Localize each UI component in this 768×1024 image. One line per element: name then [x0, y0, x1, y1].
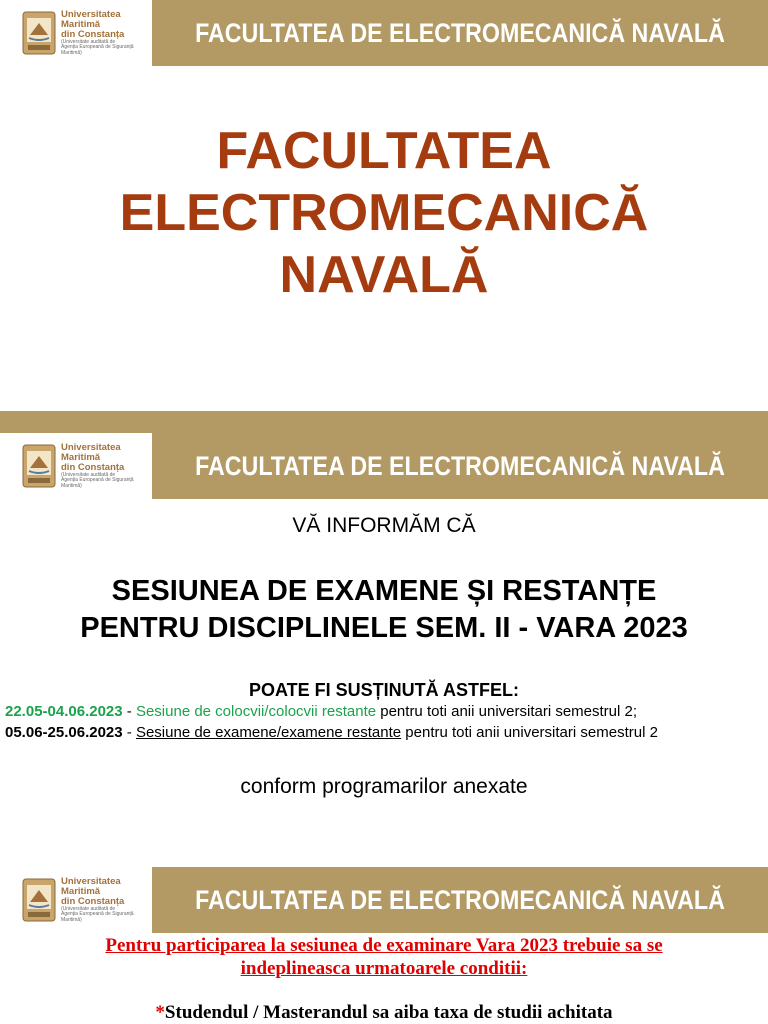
- schedule-note: conform programarilor anexate: [240, 775, 528, 798]
- period-separator: -: [122, 724, 136, 741]
- participation-notice-line2: indeplineasca urmatoarele conditii:: [240, 958, 528, 979]
- university-name-line2: din Constanța: [61, 896, 125, 908]
- faculty-banner-band: [152, 433, 768, 499]
- period-dates: 22.05-04.06.2023: [5, 703, 123, 720]
- faculty-header-banner: [0, 867, 768, 933]
- period-description: pentru toti anii universitari semestrul 2: [401, 724, 658, 741]
- university-crest-icon: [22, 444, 56, 488]
- university-logo: [0, 433, 152, 499]
- university-logo: [0, 0, 152, 66]
- faculty-title-line1: FACULTATEA: [216, 122, 552, 180]
- university-crest-icon: [22, 11, 56, 55]
- period-row-exams: [5, 724, 658, 741]
- period-session-name: Sesiune de examene/examene restante: [135, 724, 402, 741]
- faculty-banner-band: [152, 0, 768, 66]
- accreditation-line1: (Universitate auditată de: [61, 39, 116, 46]
- faculty-title-line2: ELECTROMECANICĂ: [119, 184, 649, 242]
- condition-text: Studendul / Masterandul sa aiba taxa de studii achitata: [164, 1002, 613, 1023]
- accreditation-line2: Agenția Europeană de Siguranță Maritimă): [61, 44, 134, 56]
- university-name-line1: Universitatea Maritimă: [61, 876, 121, 898]
- faculty-banner-band: [152, 867, 768, 933]
- participation-notice-line1: Pentru participarea la sesiunea de examinare Vara 2023 trebuie sa se: [105, 935, 663, 956]
- university-name-line2: din Constanța: [61, 29, 125, 41]
- university-crest-icon: [22, 878, 56, 922]
- faculty-banner-title: FACULTATEA DE ELECTROMECANICĂ NAVALĂ: [195, 450, 725, 481]
- accreditation-line2: Agenția Europeană de Siguranță Maritimă): [61, 477, 134, 489]
- session-title-line2: PENTRU DISCIPLINELE SEM. II - VARA 2023: [80, 612, 688, 644]
- slide-separator: [0, 411, 768, 433]
- session-title-line1: SESIUNEA DE EXAMENE ȘI RESTANȚE: [111, 575, 657, 607]
- university-name-line1: Universitatea Maritimă: [61, 442, 121, 464]
- accreditation-line1: (Universitate auditată de: [61, 906, 116, 913]
- participation-notice: [0, 934, 768, 980]
- period-separator: -: [122, 703, 136, 720]
- accreditation-line1: (Universitate auditată de: [61, 472, 116, 479]
- faculty-title-line3: NAVALĂ: [279, 246, 489, 304]
- accreditation-line2: Agenția Europeană de Siguranță Maritimă): [61, 911, 134, 923]
- session-subheading: POATE FI SUSȚINUTĂ ASTFEL:: [249, 680, 519, 700]
- condition-item: [0, 1002, 768, 1024]
- period-dates: 05.06-25.06.2023: [5, 724, 123, 741]
- session-title: [0, 573, 768, 647]
- period-row-colloquia: [5, 703, 637, 720]
- university-name-line1: Universitatea Maritimă: [61, 9, 121, 31]
- faculty-banner-title: FACULTATEA DE ELECTROMECANICĂ NAVALĂ: [195, 17, 725, 48]
- faculty-header-banner: [0, 433, 768, 499]
- period-session-name: Sesiune de colocvii/colocvii restante: [135, 703, 377, 720]
- condition-marker: *: [155, 1002, 165, 1023]
- faculty-header-banner: [0, 0, 768, 66]
- period-description: pentru toti anii universitari semestrul 2;: [376, 703, 638, 720]
- faculty-banner-title: FACULTATEA DE ELECTROMECANICĂ NAVALĂ: [195, 884, 725, 915]
- intro-text: VĂ INFORMĂM CĂ: [292, 514, 476, 537]
- university-logo: [0, 867, 152, 933]
- university-name-line2: din Constanța: [61, 462, 125, 474]
